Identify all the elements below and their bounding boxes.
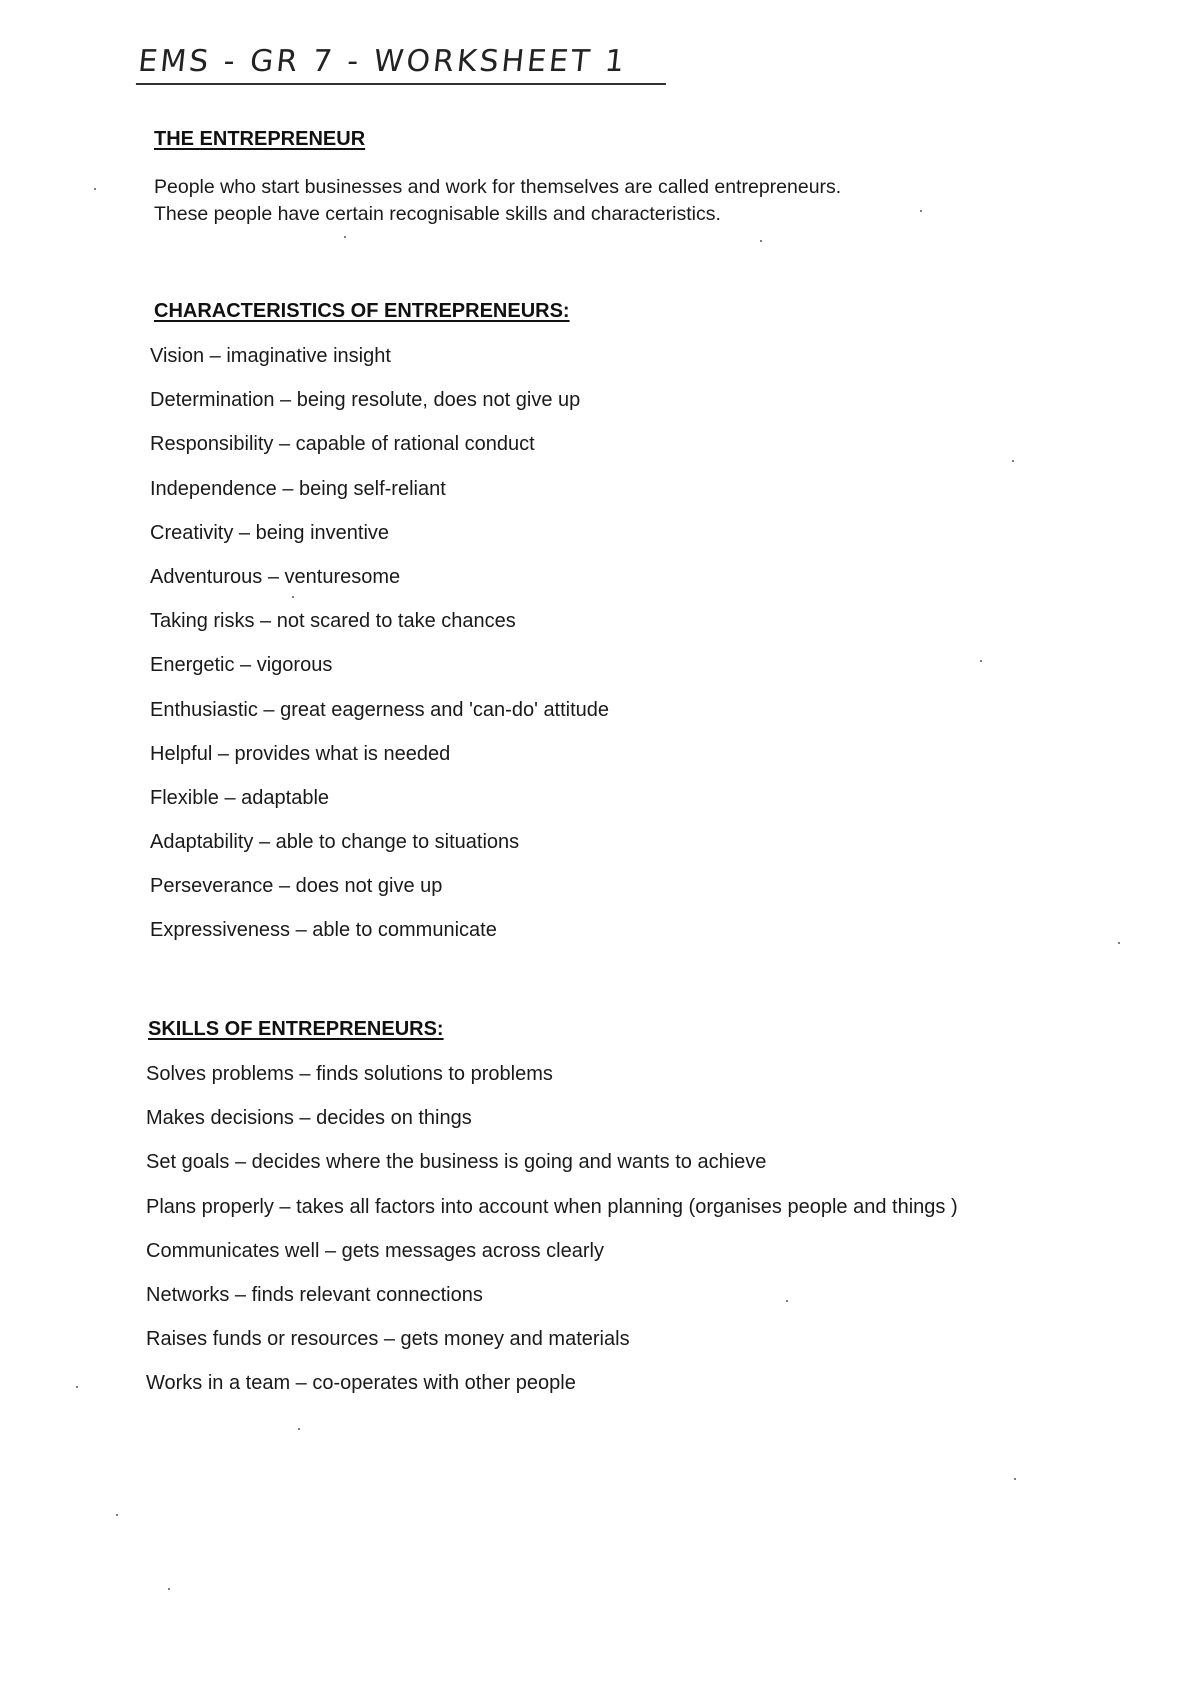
list-item: Set goals – decides where the business is going and wants to achieve <box>146 1151 767 1174</box>
intro-line-2: These people have certain recognisable skills and characteristics. <box>154 203 721 225</box>
scan-speck <box>1118 942 1120 944</box>
list-item: Plans properly – takes all factors into account when planning (organises people and things ) <box>146 1195 958 1218</box>
list-item: Perseverance – does not give up <box>150 875 443 898</box>
list-item: Responsibility – capable of rational conduct <box>150 433 535 456</box>
characteristics-heading: CHARACTERISTICS OF ENTREPRENEURS: <box>154 300 570 322</box>
scan-speck <box>1012 460 1014 462</box>
entrepreneur-heading: THE ENTREPRENEUR <box>154 128 366 150</box>
scan-speck <box>344 236 346 238</box>
scan-speck <box>168 1588 170 1590</box>
scan-speck <box>116 1514 118 1516</box>
list-item: Energetic – vigorous <box>150 654 333 677</box>
intro-line-1: People who start businesses and work for themselves are called entrepreneurs. <box>154 176 842 198</box>
list-item: Makes decisions – decides on things <box>146 1107 472 1130</box>
intro-paragraph <box>154 174 841 228</box>
list-item: Independence – being self-reliant <box>150 477 446 500</box>
list-item: Helpful – provides what is needed <box>150 742 451 765</box>
scan-speck <box>1014 1478 1016 1480</box>
skills-list <box>146 1060 958 1414</box>
scan-speck <box>298 1428 300 1430</box>
list-item: Enthusiastic – great eagerness and 'can-do' attitude <box>150 698 610 721</box>
scan-speck <box>292 596 294 598</box>
list-item: Networks – finds relevant connections <box>146 1283 483 1306</box>
list-item: Expressiveness – able to communicate <box>150 919 497 942</box>
scan-speck <box>920 210 922 212</box>
scan-speck <box>76 1386 78 1388</box>
list-item: Works in a team – co-operates with other people <box>146 1372 576 1395</box>
list-item: Adaptability – able to change to situations <box>150 831 520 854</box>
list-item: Creativity – being inventive <box>150 521 390 544</box>
scan-speck <box>980 660 982 662</box>
list-item: Taking risks – not scared to take chances <box>150 610 516 633</box>
characteristics-list <box>150 342 609 961</box>
scan-speck <box>786 1300 788 1302</box>
list-item: Determination – being resolute, does not give up <box>150 389 581 412</box>
list-item: Adventurous – venturesome <box>150 565 401 588</box>
list-item: Vision – imaginative insight <box>150 345 391 367</box>
list-item: Communicates well – gets messages across clearly <box>146 1239 604 1262</box>
list-item: Flexible – adaptable <box>150 786 330 809</box>
scan-speck <box>94 188 96 190</box>
scan-speck <box>760 240 762 242</box>
list-item: Solves problems – finds solutions to problems <box>146 1063 553 1085</box>
skills-heading: SKILLS OF ENTREPRENEURS: <box>148 1018 444 1040</box>
list-item: Raises funds or resources – gets money and materials <box>146 1328 630 1351</box>
worksheet-title: EMS - GR 7 - WORKSHEET 1 <box>136 44 670 85</box>
